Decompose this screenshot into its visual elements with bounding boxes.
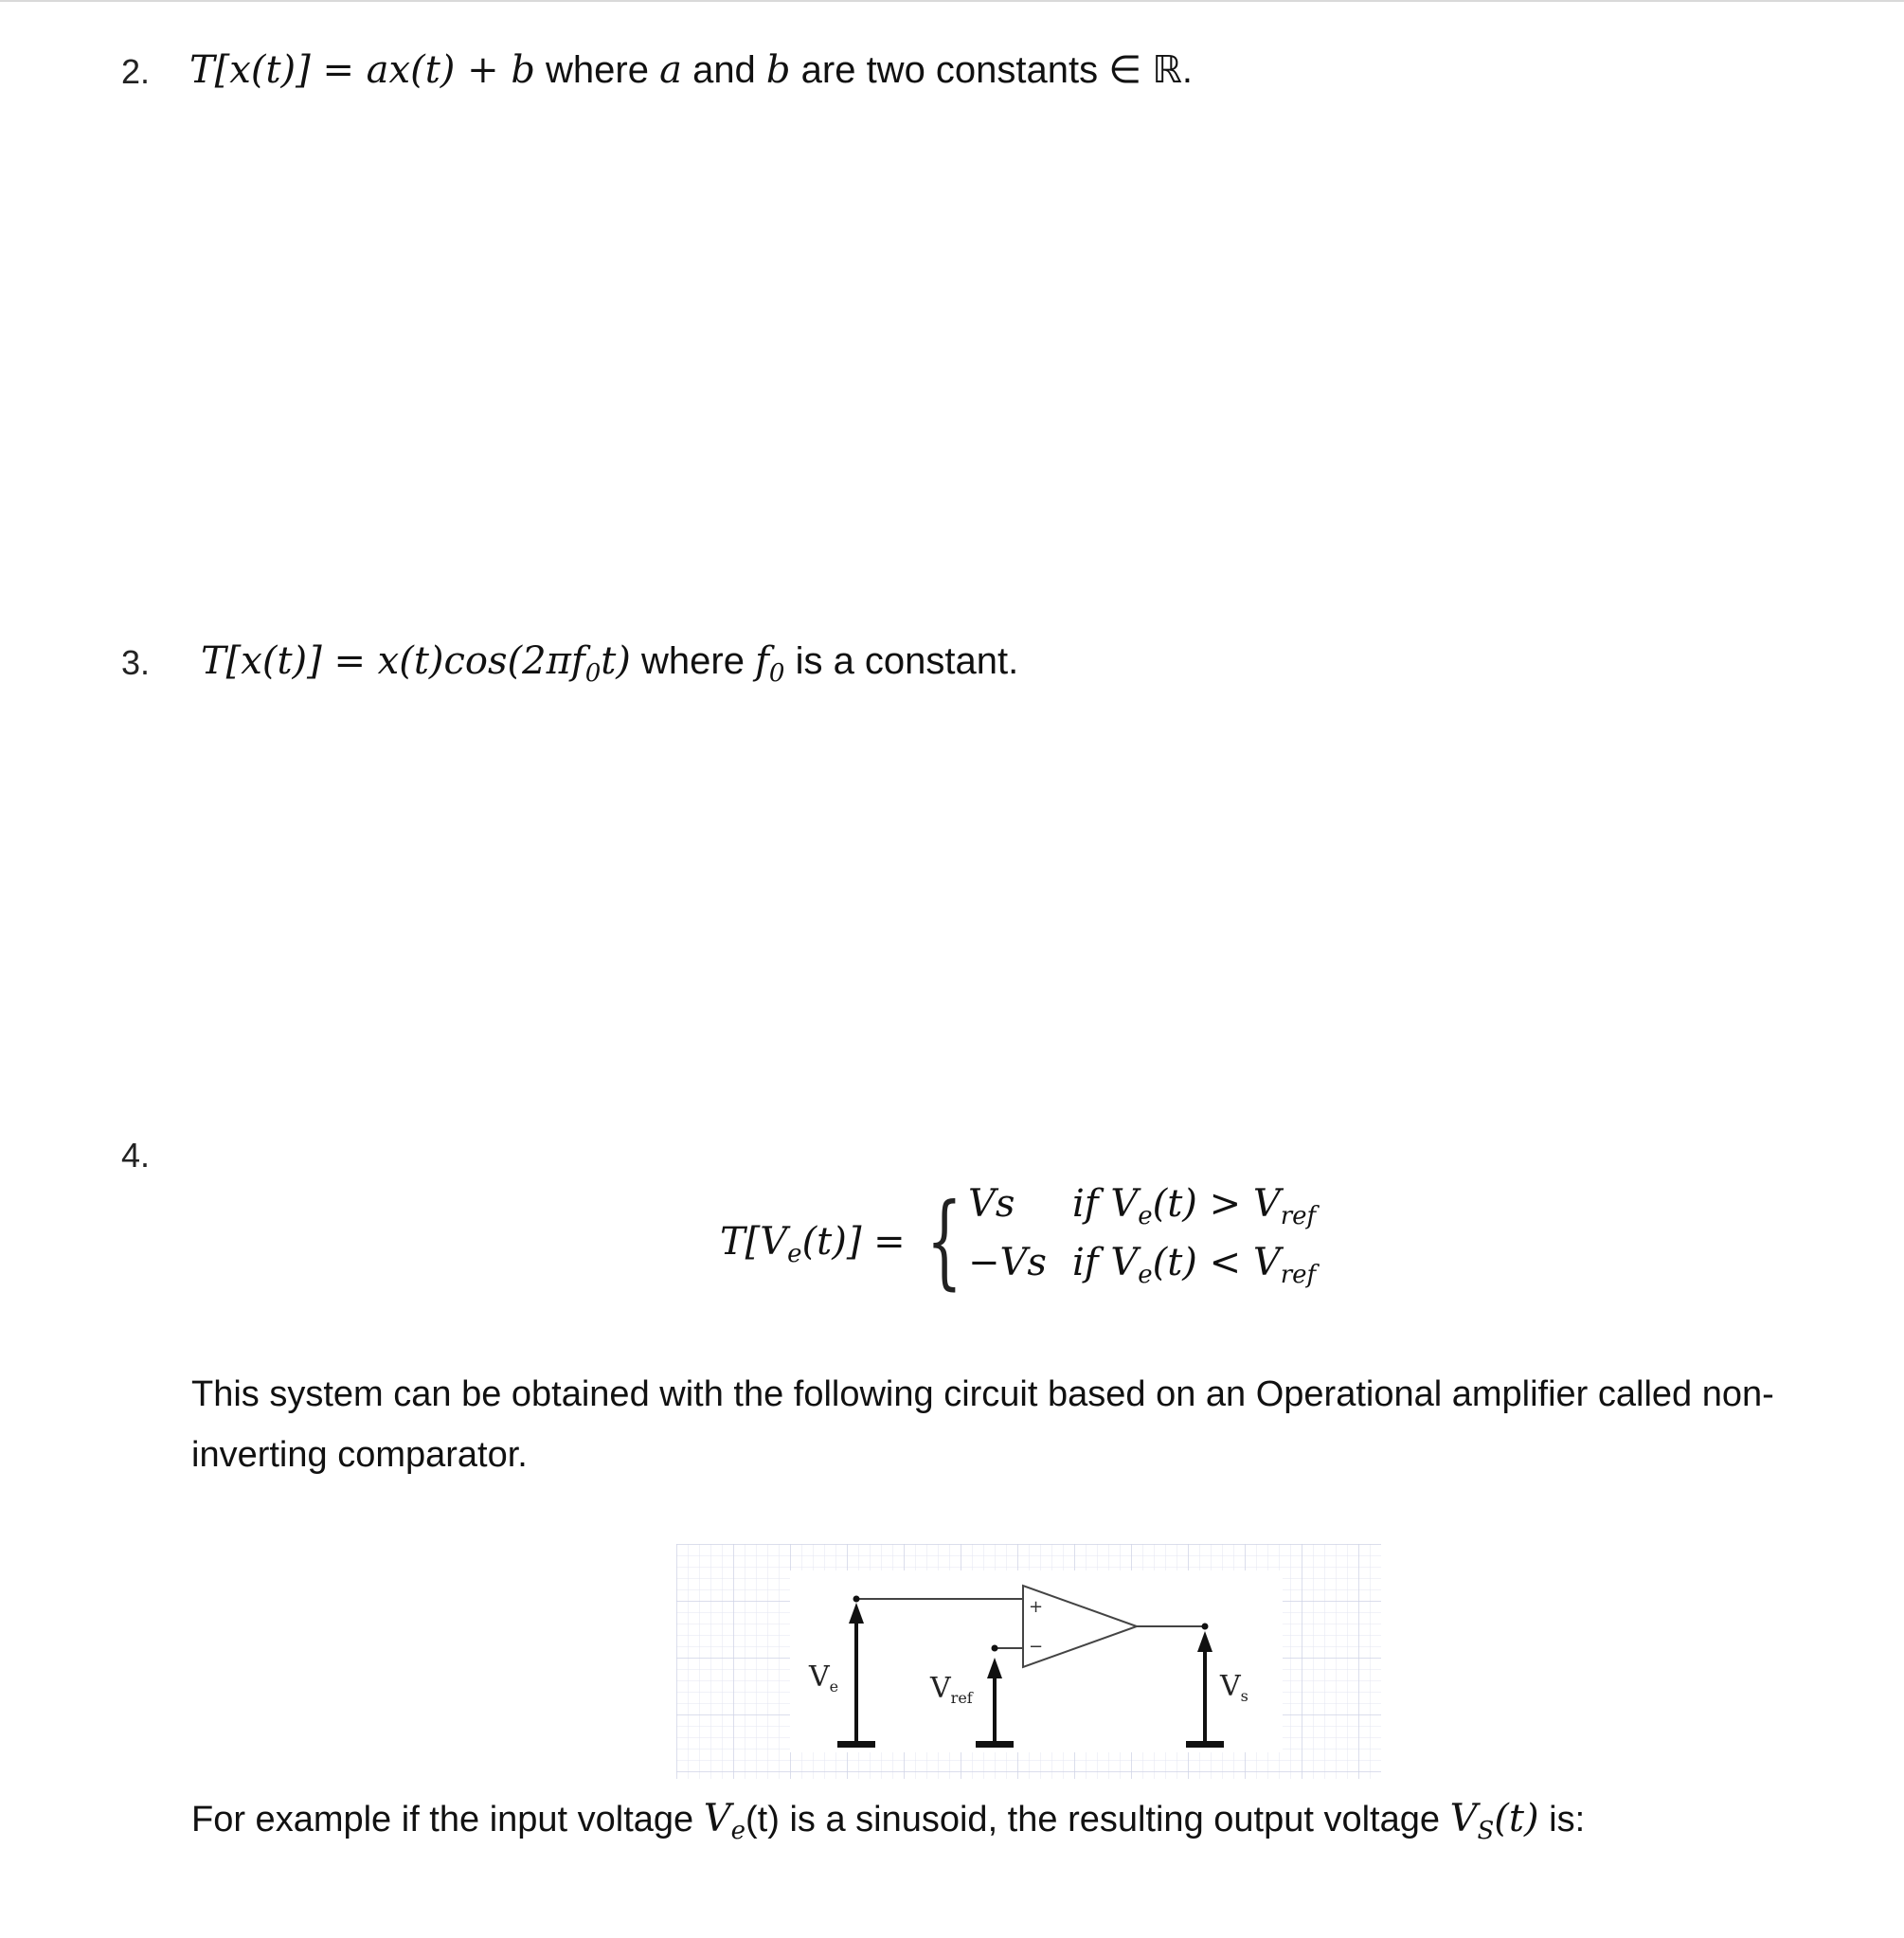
node-ve [853, 1596, 860, 1603]
comparator-circuit-figure [676, 1544, 1381, 1779]
item-2-and: and [681, 49, 766, 91]
pw-lhs-rest: (t)] = [801, 1220, 906, 1264]
pw-row1-condition [1072, 1182, 1317, 1230]
pw-row1-cond-sub: e [1138, 1202, 1153, 1230]
example-vs [1449, 1797, 1539, 1845]
example-end: is: [1538, 1800, 1586, 1839]
item-3-var-f-sub: 0 [768, 659, 785, 688]
pw-lhs-sub: e [787, 1240, 802, 1268]
pw-row1-cond-mid: (t) > V [1152, 1182, 1281, 1226]
item-3-eq-main: T[x(t)] = x(t)cos(2πf [201, 639, 585, 683]
example-vs-arg: (t) [1494, 1797, 1539, 1840]
ve-ground [837, 1741, 875, 1748]
example-sentence [191, 1788, 1840, 1861]
item-3-where: where [630, 640, 756, 682]
label-vref-main: V [930, 1672, 951, 1705]
example-start: For example if the input voltage [191, 1800, 704, 1839]
item-3-eq-close: t) [601, 639, 631, 683]
node-vs [1202, 1624, 1209, 1630]
item-3-equation [201, 639, 631, 688]
item-3-var-f [755, 639, 785, 688]
item-2-where: where [534, 49, 660, 91]
label-vs-main: V [1220, 1670, 1241, 1703]
item-2-var-b: b [765, 48, 791, 92]
item-2-var-a: a [659, 48, 682, 92]
example-vs-sub: S [1477, 1817, 1495, 1845]
vs-ground [1186, 1741, 1224, 1748]
example-ve-sub: e [730, 1817, 746, 1845]
opamp-plus-sign: + [1029, 1597, 1044, 1617]
pw-row2-condition [1072, 1241, 1317, 1289]
example-ve-main: V [703, 1797, 731, 1840]
item-number-3: 3. [121, 643, 151, 682]
item-3-rest: is a constant. [784, 640, 1019, 682]
example-ve [703, 1797, 746, 1845]
item-number-2: 2. [121, 52, 151, 91]
item-number-4: 4. [121, 1136, 151, 1175]
opamp-minus-sign: − [1029, 1637, 1044, 1657]
example-mid: (t) is a sinusoid, the resulting output voltage [745, 1800, 1450, 1839]
pw-lhs-main: T[V [720, 1220, 788, 1264]
piecewise-equation [720, 1182, 1345, 1305]
item-2-text [189, 47, 1193, 93]
item-3-text [201, 638, 1018, 696]
vref-ground [976, 1741, 1014, 1748]
item-2-equation: T[x(t)] = ax(t) + b [189, 48, 535, 92]
item-3-eq-sub: 0 [584, 659, 602, 688]
piecewise-brace: { [926, 1182, 962, 1301]
pw-row2-cond-a: if V [1072, 1241, 1139, 1284]
page-top-rule [0, 0, 1904, 2]
label-ve-main: V [809, 1660, 830, 1694]
item-3-var-f-main: f [755, 639, 769, 683]
node-vref [992, 1645, 998, 1652]
label-vs-sub: s [1240, 1687, 1248, 1705]
pw-row2-cond-sub2: ref [1280, 1261, 1317, 1289]
piecewise-lhs [720, 1220, 906, 1268]
pw-row2-value: −Vs [968, 1241, 1047, 1284]
pw-row2-cond-mid: (t) < V [1152, 1241, 1281, 1284]
pw-row2-cond-sub: e [1138, 1261, 1153, 1289]
item-2-rest: are two constants ∈ ℝ. [790, 49, 1194, 91]
pw-row1-cond-sub2: ref [1280, 1202, 1317, 1230]
piecewise-row-2 [968, 1241, 1316, 1289]
pw-row1-cond-a: if V [1072, 1182, 1139, 1226]
circuit-description: This system can be obtained with the following circuit based on an Operational amplifier called non-inverting comparator. [191, 1374, 1774, 1475]
label-ve-sub: e [829, 1678, 839, 1696]
pw-row1-value: Vs [968, 1182, 1015, 1226]
piecewise-row-1 [968, 1182, 1316, 1230]
label-vref-sub: ref [950, 1689, 973, 1707]
example-vs-main: V [1449, 1797, 1478, 1840]
